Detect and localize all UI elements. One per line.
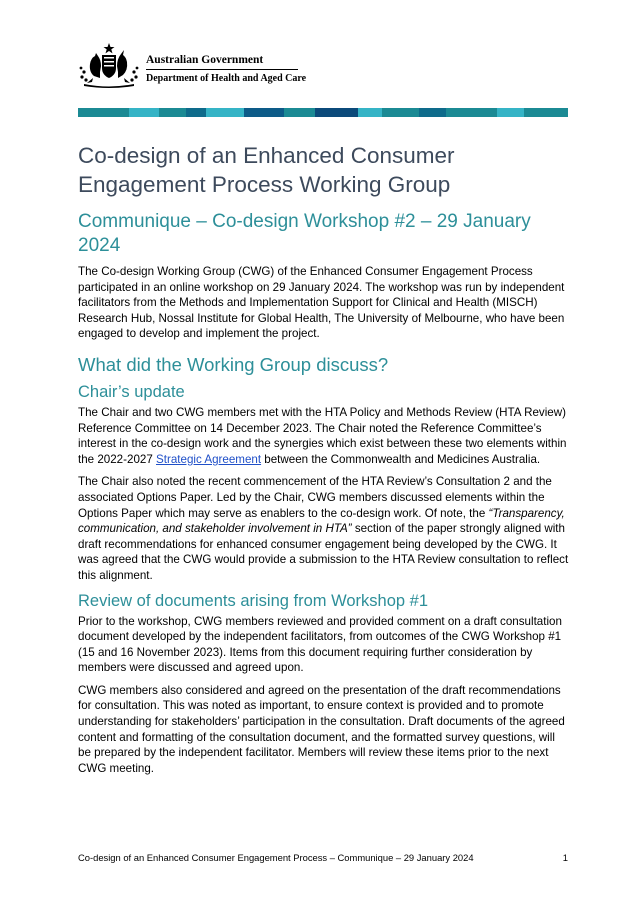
branding-divider bbox=[146, 69, 298, 70]
color-strip-segment bbox=[129, 108, 159, 117]
review-heading: Review of documents arising from Workshop #1 bbox=[78, 591, 429, 610]
color-strip-segment bbox=[497, 108, 524, 117]
color-strip-segment bbox=[206, 108, 243, 117]
emphasised-section-title: “Transparency, communication, and stakeholder involvement in HTA” bbox=[78, 506, 565, 536]
chairs-update-paragraph-1 bbox=[78, 405, 570, 467]
department-name: Department of Health and Aged Care bbox=[146, 73, 307, 84]
color-strip-segment bbox=[244, 108, 285, 117]
footer-text: Co-design of an Enhanced Consumer Engagement Process – Communique – 29 January 2024 bbox=[78, 852, 474, 863]
chairs-update-paragraph-2 bbox=[78, 474, 570, 583]
document-title: Co-design of an Enhanced Consumer Engagement Process Working Group bbox=[78, 143, 455, 197]
color-strip-segment bbox=[284, 108, 314, 117]
color-strip-segment bbox=[78, 108, 129, 117]
intro-paragraph: The Co-design Working Group (CWG) of the Enhanced Consumer Engagement Process participated in an online workshop on 29 January 2024. The workshop was run by independent facilitators from the Methods and Implementation Support for Clinical and Health (MISCH) Research Hub, Nossal Institute for Global Health, The University of Melbourne, who have been engaged to develop and implement the project. bbox=[78, 265, 565, 341]
text-span: The Chair and two CWG members met with the HTA Policy and Methods Review (HTA Review) Reference Committee on 14 December 2023. The Chair noted the Reference Committee’s interest in the co-design work and the synergies which exist between these two elements within the 2022-2027 bbox=[78, 405, 567, 466]
color-strip-segment bbox=[186, 108, 206, 117]
chairs-update-heading: Chair’s update bbox=[78, 382, 185, 401]
text-span: between the Commonwealth and Medicines Australia. bbox=[261, 452, 541, 466]
strategic-agreement-link[interactable]: Strategic Agreement bbox=[156, 452, 262, 466]
color-strip-segment bbox=[315, 108, 359, 117]
color-strip-segment bbox=[159, 108, 186, 117]
text-span: section of the paper strongly aligned with draft recommendations for enhanced consumer engagement being developed by the CWG. It was agreed that the CWG would provide a submission to the HTA Review consultation to reflect this alignment. bbox=[78, 522, 569, 582]
document-subtitle: Communique – Co-design Workshop #2 – 29 January 2024 bbox=[78, 211, 531, 256]
text-span: The Chair also noted the recent commencement of the HTA Review’s Consultation 2 and the associated Options Paper. Led by the Chair, CWG members discussed elements within the Options Paper which may serve as enablers to the co-design work. Of note, the bbox=[78, 475, 552, 520]
government-name: Australian Government bbox=[146, 54, 264, 66]
page-footer bbox=[78, 852, 568, 864]
government-branding bbox=[146, 53, 306, 85]
color-strip-segment bbox=[419, 108, 446, 117]
document-header bbox=[78, 42, 568, 90]
coat-of-arms-icon bbox=[78, 42, 140, 88]
document-body bbox=[78, 141, 570, 783]
review-paragraph-2: CWG members also considered and agreed on the presentation of the draft recommendations for consultation. This was noted as important, to ensure context is provided and to promote understanding for stakeholders’ participation in the consultation. Draft documents of the agreed content and formatting of the consultation document, and the formatted survey questions, will be prepared by the independent facilitator. Members will review these items prior to the next CWG meeting. bbox=[78, 683, 565, 775]
color-strip-segment bbox=[358, 108, 382, 117]
decorative-color-strip bbox=[78, 108, 568, 117]
color-strip-segment bbox=[446, 108, 497, 117]
discuss-heading: What did the Working Group discuss? bbox=[78, 353, 389, 375]
color-strip-segment bbox=[524, 108, 568, 117]
page-number: 1 bbox=[562, 852, 568, 863]
review-paragraph-1: Prior to the workshop, CWG members reviewed and provided comment on a draft consultation document developed by the independent facilitators, from outcomes of the CWG Workshop #1 (15 and 16 November 2023). Items from this document requiring further consideration by members were discussed and agreed upon. bbox=[78, 614, 562, 675]
color-strip-segment bbox=[382, 108, 419, 117]
